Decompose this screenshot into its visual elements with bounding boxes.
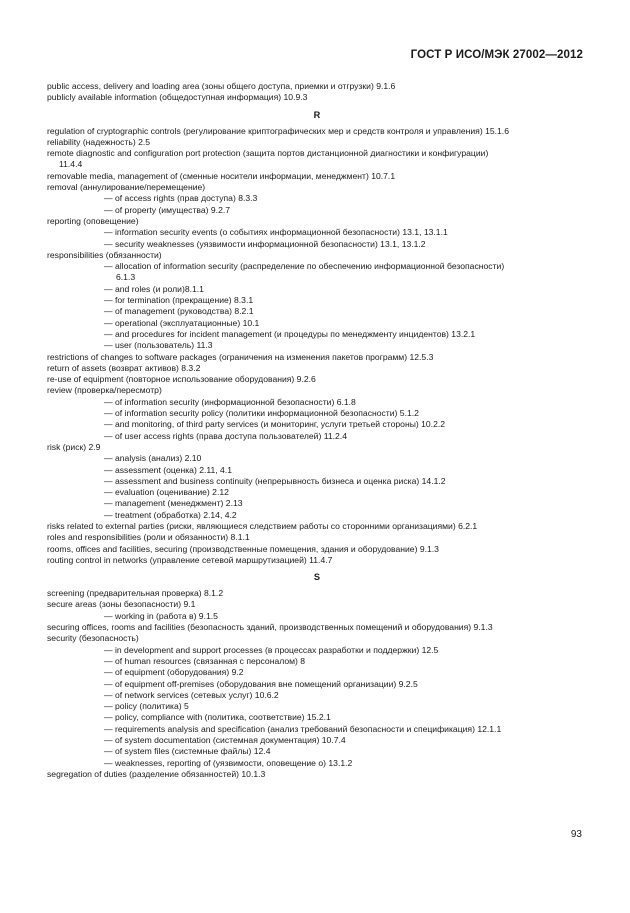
index-subentry: — assessment (оценка) 2.11, 4.1 [104, 464, 232, 475]
index-subentry: — management (менеджмент) 2.13 [104, 498, 243, 509]
index-entry: segregation of duties (разделение обязанностей) 10.1.3 [47, 768, 266, 779]
index-subentry: — evaluation (оценивание) 2.12 [104, 487, 229, 498]
index-entry: responsibilities (обязанности) [47, 249, 162, 260]
section-letter: S [313, 572, 321, 583]
index-subentry: — weaknesses, reporting of (уязвимости, оповещение о) 13.1.2 [104, 757, 353, 768]
index-entry: removal (аннулирование/перемещение) [47, 182, 206, 193]
index-subentry: — policy, compliance with (политика, соответствие) 15.2.1 [104, 712, 331, 723]
index-subentry: — of user access rights (права доступа пользователей) 11.2.4 [104, 430, 347, 441]
index-subentry: — requirements analysis and specification (анализ требований безопасности и спецификация) 12.1.1 [104, 723, 502, 734]
index-entry: risks related to external parties (риски, являющиеся следствием работы со сторонними организациями) 6.2.1 [47, 520, 478, 531]
index-entry: secure areas (зоны безопасности) 9.1 [47, 599, 196, 610]
index-subentry: — of information security policy (политики информационной безопасности) 5.1.2 [104, 408, 419, 419]
index-entry: screening (предварительная проверка) 8.1.2 [47, 588, 224, 599]
index-entry: publicly available information (общедоступная информация) 10.9.3 [47, 92, 308, 103]
index-subentry: — and monitoring, of third party services (и мониторинг, услуги третьей стороны) 10.2.2 [104, 419, 446, 430]
index-entry: roles and responsibilities (роли и обязанности) 8.1.1 [47, 532, 250, 543]
index-entry: security (безопасность) [47, 633, 139, 644]
index-entry: reporting (оповещение) [47, 215, 139, 226]
index-subentry: — security weaknesses (уязвимости информационной безопасности) 13.1, 13.1.2 [104, 238, 426, 249]
index-entry: removable media, management of (сменные носители информации, менеджмент) 10.7.1 [47, 170, 396, 181]
index-subentry: — of network services (сетевых услуг) 10.6.2 [104, 689, 279, 700]
index-subentry: — policy (политика) 5 [104, 701, 189, 712]
index-entry: restrictions of changes to software packages (ограничения на изменения пакетов программ) 12.5.3 [47, 351, 434, 362]
index-subentry: — of property (имущества) 9.2.7 [104, 204, 231, 215]
index-subentry-continuation: 6.1.3 [116, 272, 136, 283]
index-list [47, 81, 587, 780]
index-entry: remote diagnostic and configuration port protection (защита портов дистанционной диагностики и конфигурации) [47, 148, 489, 159]
index-subentry: — information security events (о событиях информационной безопасности) 13.1, 13.1.1 [104, 227, 448, 238]
index-subentry: — and roles (и роли)8.1.1 [104, 283, 204, 294]
index-subentry: — and procedures for incident management (и процедуры по менеджменту инцидентов) 13.2.1 [104, 328, 476, 339]
index-subentry: — of equipment off-premises (оборудования вне помещений организации) 9.2.5 [104, 678, 418, 689]
index-entry: regulation of cryptographic controls (регулирование криптографических мер и средств контроля и управления) 15.1.6 [47, 125, 509, 136]
index-entry: rooms, offices and facilities, securing (производственные помещения, здания и оборудование) 9.1.3 [47, 543, 439, 554]
page-header: ГОСТ Р ИСО/МЭК 27002—2012 [410, 49, 583, 61]
index-subentry: — of system documentation (системная документация) 10.7.4 [104, 735, 346, 746]
index-subentry: — of system files (системные файлы) 12.4 [104, 746, 271, 757]
index-entry-continuation: 11.4.4 [59, 159, 83, 170]
index-subentry: — treatment (обработка) 2.14, 4.2 [104, 509, 237, 520]
index-entry: securing offices, rooms and facilities (безопасность зданий, производственных помещений и оборудования) 9.1.3 [47, 622, 493, 633]
index-subentry: — user (пользователь) 11.3 [104, 340, 213, 351]
index-entry: risk (риск) 2.9 [47, 441, 101, 452]
index-subentry: — of management (руководства) 8.2.1 [104, 306, 254, 317]
index-subentry: — working in (работа в) 9.1.5 [104, 610, 218, 621]
index-entry: return of assets (возврат активов) 8.3.2 [47, 362, 201, 373]
section-letter: R [313, 109, 321, 120]
index-entry: public access, delivery and loading area (зоны общего доступа, приемки и отгрузки) 9.1.6 [47, 81, 396, 91]
index-entry: review (проверка/пересмотр) [47, 385, 162, 396]
index-subentry: — of human resources (связанная с персоналом) 8 [104, 655, 306, 666]
index-subentry: — of information security (информационной безопасности) 6.1.8 [104, 396, 356, 407]
index-entry: reliability (надежность) 2.5 [47, 136, 151, 147]
index-subentry: — for termination (прекращение) 8.3.1 [104, 295, 254, 306]
index-entry: routing control in networks (управление сетевой маршрутизацией) 11.4.7 [47, 554, 333, 565]
index-subentry: — assessment and business continuity (непрерывность бизнеса и оценка риска) 14.1.2 [104, 475, 446, 486]
index-subentry: — analysis (анализ) 2.10 [104, 453, 202, 464]
index-subentry: — of equipment (оборудования) 9.2 [104, 667, 244, 678]
page-number: 93 [570, 829, 582, 840]
index-entry: re-use of equipment (повторное использование оборудования) 9.2.6 [47, 374, 316, 385]
index-subentry: — of access rights (прав доступа) 8.3.3 [104, 193, 258, 204]
index-subentry: — allocation of information security (распределение по обеспечению информационной безопасности) [104, 261, 505, 272]
index-subentry: — operational (эксплуатационные) 10.1 [104, 317, 260, 328]
index-subentry: — in development and support processes (в процессах разработки и поддержки) 12.5 [104, 644, 439, 655]
